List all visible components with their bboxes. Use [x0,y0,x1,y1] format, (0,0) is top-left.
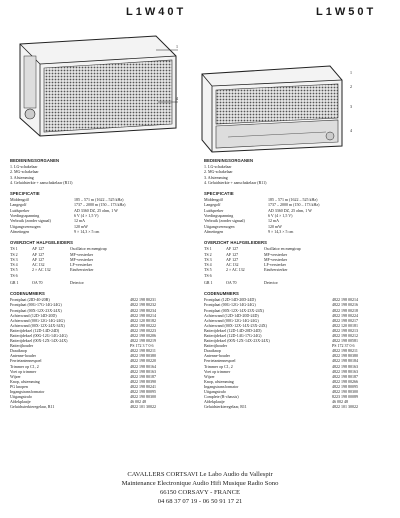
code-label: Uitgangstrafo [204,389,226,395]
code-number: 4822 198 80380 [332,353,358,359]
code-number: PS 172 3 7 0 6 [130,343,154,349]
code-number: 4822 198 00223 [130,327,156,333]
semi-ref: GR 1 [204,280,213,286]
spec-value: 1737 – 2000 m (150 – 173 kHz) [268,202,320,208]
spec-label: Luidspreker [204,207,224,213]
code-label: Batterijhouder [10,343,34,349]
spec-value: 1737 – 2000 m (150 – 173 kHz) [74,202,126,208]
code-label: Achterwand (00X-12X-24X-34X) [10,322,65,328]
semi-heading-right: OVERZICHT HALFGELEIDERS [204,240,268,246]
semi-type: AF 127 [32,246,45,252]
controls-item: 2. MG-schakelaar [204,169,233,175]
code-label: Ferrietantennespoel [10,358,42,364]
code-number: 4822 198 80241 [130,383,156,389]
code-number: 4822 198 80211 [130,348,156,354]
spec-value: AD 3360 DZ, 25 ohm, 1 W [268,207,312,213]
code-number: 4822 198 00222 [130,322,156,328]
controls-heading-left: BEDIENINGSORGANEN [10,158,60,163]
spec-value: 6 V (4 × 1,5 V) [268,213,293,219]
code-label: Achterwand (00G-12G-14G-24G) [204,317,259,323]
code-label: Achterwand (12D-14D-20D-24D) [204,312,259,318]
semi-function: MF-versterker [264,256,288,262]
code-number: 4822 198 80184 [332,358,358,364]
spec-label: Langegolf [10,202,27,208]
semi-row [204,280,392,285]
spec-value: 120 mW [74,223,88,229]
spec-value: 12 mA [268,218,279,224]
semi-function: Eindversterker [264,267,288,273]
code-label: Knop, afstemming [204,378,234,384]
code-label: Ferrietantennespoel [204,358,236,364]
semi-ref: TS 1 [204,246,212,252]
code-number: 46 002 48 [130,399,146,405]
code-label: Voet op trimmer [10,368,37,374]
code-number: 4822 190 80300 [130,394,156,400]
spec-table-right [204,197,392,234]
code-label: Achterwand (12D-14D-20D) [10,312,57,318]
code-number: 4822 198 00212 [332,333,358,338]
code-label: Draaiknop [204,348,221,354]
semi-table-right [204,246,392,285]
code-number: 4822 198 00224 [332,312,358,318]
code-label: Batterijdeksel (12D-14G-17G-24G) [204,333,262,338]
semi-ref: TS 4 [204,262,212,268]
semi-ref: TS 3 [10,256,18,262]
spec-row [10,229,196,234]
code-label: Draaiknop [10,348,27,354]
spec-label: Afmetingen [204,228,224,234]
code-number: 4822 198 80211 [332,348,358,354]
controls-list-right [204,164,392,185]
semi-type: AF 127 [32,251,45,257]
code-number: 4822 198 80380 [130,353,156,359]
controls-item: 2. MG-schakelaar [10,169,39,175]
controls-item: 1. LG-schakelaar [10,164,38,169]
code-label: Afdekplaatje [204,399,225,405]
code-number: 4822 198 80390 [130,378,156,384]
controls-item: 3. Afstemming [10,174,34,180]
semi-function: MF-versterker [70,256,94,262]
spec-label: Voedingsspanning [10,213,40,219]
spec-label: Verbruik (zonder signaal) [10,218,51,224]
code-number: 4822 198 00206 [130,333,156,338]
code-number: 46 002 48 [332,399,348,405]
code-label: Batterijdeksel (12D-14D-24D) [10,327,60,333]
code-number: 4822 198 80095 [332,383,358,389]
code-label: Voet op trimmer [204,368,231,374]
code-number: 4822 198 00581 [332,338,358,344]
semi-type: OA 70 [32,280,43,286]
code-label: Frontplaat (2ID-40-20B) [10,297,50,303]
semi-ref: TS 2 [204,251,212,257]
code-number: 4822 198 00219 [130,338,156,344]
semi-row [204,273,392,278]
semi-table-left [10,246,196,285]
code-label: Frontplaat (00G-12G-14G-24G) [204,302,256,308]
spec-value: 185 – 571 m (1622 – 525 kHz) [268,197,318,203]
semi-function: Oscillator en mengtrap [264,246,301,252]
code-heading-right: CODENUMMERS [204,291,239,297]
code-number: 4822 198 80095 [130,389,156,395]
spec-label: Langegolf [204,202,221,208]
footer-stamp [10,470,390,506]
left-column [10,158,196,409]
code-label: Frontplaat (00X-12X-14X-23X-24X) [204,307,264,313]
spec-label: Afmetingen [10,228,30,234]
callout-right-2: 2 [350,84,352,89]
semi-type: 2 × AC 132 [226,267,245,273]
code-number: 4822 120 00181 [332,322,358,328]
semi-type: AF 127 [226,251,239,257]
controls-item: 4. Geluidsterkte + aanschakelaar (R11) [204,179,267,185]
spec-label: Uitgangsvermogen [204,223,235,229]
code-label: Achterwand (00X-12X-14X-23X-24X) [204,322,267,328]
spec-row [204,229,392,234]
semi-type: AC 132 [32,262,45,268]
semi-ref: GR 1 [10,280,19,286]
code-number: 4822 198 00266 [332,378,358,384]
code-number: 4822 198 80163 [332,363,358,369]
semi-type: AF 127 [226,256,239,262]
callout-left-1: 1 [176,44,178,49]
spec-heading-right: SPECIFICATIE [204,191,234,197]
semi-ref: TS 3 [204,256,212,262]
code-number: 4822 198 00217 [332,317,358,323]
code-label: PG knopen [10,383,28,389]
code-label: Geluidssterkteregelaar, R11 [10,404,55,410]
spec-value: 9 × 14,3 × 5 cm [268,228,294,234]
semi-function: LF-versterker [70,262,92,268]
callout-right-4: 4 [350,128,352,133]
code-label: Antenne-houder [204,353,230,359]
code-number: 4822 198 80163 [130,368,156,374]
radio-front-illustration [6,30,182,140]
code-number: 4822 198 00213 [332,327,358,333]
semi-function: Oscillator en mengtrap [70,246,107,252]
code-label: Afdekplaatje [10,399,31,405]
semi-heading-left: OVERZICHT HALFGELEIDERS [10,240,74,246]
code-number: 4822 198 80187 [332,373,358,379]
semi-ref: TS 1 [10,246,18,252]
code-number: 4822 198 00218 [332,307,358,313]
spec-label: Voedingsspanning [204,213,234,219]
code-number: 4822 198 80164 [130,363,156,369]
code-number: 4822 120 80182 [130,317,156,323]
semi-function: Detector [264,280,278,286]
spec-value: 185 – 571 m (1622 – 525 kHz) [74,197,124,203]
spec-label: Middengolf [10,197,29,203]
code-label: Batterijdeksel (00X-12X-14X-24X) [10,338,68,344]
footer-line-phone: 04 68 37 07 19 - 06 50 91 17 21 [157,498,243,505]
controls-heading-right: BEDIENINGSORGANEN [204,158,254,163]
semi-ref: TS 5 [204,267,212,273]
semi-ref: TS 2 [10,251,18,257]
code-table-left [10,297,196,409]
code-label: Wijzer [204,373,215,379]
semi-function: Detector [70,280,84,286]
code-label: Knop, afstemming [10,378,40,384]
code-label: Antenne-houder [10,353,36,359]
spec-label: Verbruik (zonder signaal) [204,218,245,224]
code-heading-left: CODENUMMERS [10,291,45,297]
code-number: 4822 198 80232 [130,302,156,308]
code-label: Wijzer [10,373,21,379]
spec-heading-left: SPECIFICATIE [10,191,40,197]
spec-value: 120 mW [268,223,282,229]
code-number: 4822 198 80234 [130,307,156,313]
semi-function: LF-versterker [264,262,286,268]
code-label: Complete (R-chassis) [204,394,239,400]
semi-function: MF-versterker [70,251,94,257]
spec-value: 12 mA [74,218,85,224]
semi-type: AC 132 [226,262,239,268]
code-label: Ingangstransformator [204,383,239,389]
code-label: Geluidsterkteregelaar, R11 [204,404,247,410]
controls-list-left [10,164,196,185]
code-label: Batterijhouder [204,343,228,349]
model-title-left: L1W40T [126,6,187,18]
controls-item: 4. Geluidsterkte + aanschakelaar (R11) [10,179,73,185]
code-number: 4822 190 80300 [332,389,358,395]
spec-value: 9 × 14,3 × 5 cm [74,228,100,234]
semi-row [10,280,196,285]
radio-front-illustration-right [198,62,344,154]
code-table-right [204,297,392,409]
spec-label: Luidspreker [10,207,30,213]
code-label: Batterijdeksel (00X-12X-14X-23X-24X) [204,338,270,344]
code-number: 4822 198 00220 [130,358,156,364]
code-label: Batterijdeksel (00G-12G-14G-24G) [10,333,68,338]
semi-ref: TS 6 [10,272,18,278]
semi-ref: TS 4 [10,262,18,268]
code-row [204,404,392,409]
spec-value: 6 V (4 × 1,5 V) [74,213,99,219]
code-label: Ingangstransformator [10,389,45,395]
code-number: 4822 198 00214 [332,297,358,303]
right-column [204,158,392,409]
semi-type: 2 × AC 132 [32,267,51,273]
callout-left-4: 4 [176,96,178,101]
code-label: Frontplaat (00G-17G-14G-24G) [10,302,62,308]
controls-item: 3. Afstemming [204,174,228,180]
spec-label: Middengolf [204,197,223,203]
footer-line-services: Maintenance Electronique Audio Hifi Musique Radio Sono [121,480,279,487]
code-number: 4822 101 30022 [130,404,156,410]
code-label: Batterijdeksel (12D-14D-20D-24D) [204,327,262,333]
callout-right-1: 1 [350,70,352,75]
semi-ref: TS 6 [204,272,212,278]
model-title-right: L1W50T [316,6,377,18]
footer-line-company: CAVALLERS CORTSAVI Le Labo Audio du Vallespir [127,471,273,478]
callout-right-3: 3 [350,104,352,109]
code-number: 4822 198 00214 [130,312,156,318]
footer-line-address: 66150 CORSAVY - FRANCE [159,489,241,496]
semi-type: OA 70 [226,280,237,286]
semi-type: AF 127 [32,256,45,262]
semi-function: MF-versterker [264,251,288,257]
code-number: 4822 198 80231 [130,297,156,303]
code-number: 8223 198 00089 [332,394,358,400]
code-label: Trimmer op C1, 2 [204,363,233,369]
code-number: 4822 101 30022 [332,404,358,410]
code-number: 4822 198 80187 [130,373,156,379]
controls-item: 1. LG-schakelaar [204,164,232,169]
code-row [10,404,196,409]
code-label: Frontplaat (00X-12X-23X-24X) [10,307,62,313]
spec-table-left [10,197,196,234]
semi-ref: TS 5 [10,267,18,273]
semi-type: AF 127 [226,246,239,252]
semi-row [10,273,196,278]
code-label: Uitgangstrafo [10,394,32,400]
spec-value: AD 3360 DZ, 25 ohm, 1 W [74,207,118,213]
code-label: Achterwand (00G-12G-14G-24G) [10,317,65,323]
semi-function: Eindversterker [70,267,94,273]
code-number: 4822 198 80163 [332,368,358,374]
code-label: Frontplaat (12D-14D-20D-24D) [204,297,256,303]
spec-label: Uitgangsvermogen [10,223,41,229]
code-number: 4822 198 00216 [332,302,358,308]
code-number: PS 172 37 0 6 [332,343,355,349]
code-label: Trimmer op C1, 2 [10,363,39,369]
